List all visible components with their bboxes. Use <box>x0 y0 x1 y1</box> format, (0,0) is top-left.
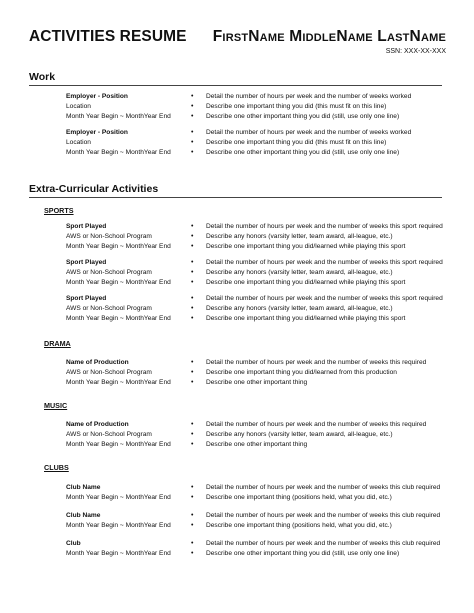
entry-details <box>66 511 191 531</box>
entry-bullets <box>191 222 446 252</box>
entry-bullets <box>191 483 446 503</box>
bullet-item: • Detail the number of hours per week and the number of weeks this club required <box>191 511 446 521</box>
section-rule <box>29 85 442 86</box>
entry-dates: Month Year Begin ~ MonthYear End <box>66 494 171 501</box>
entry-dates: Month Year Begin ~ MonthYear End <box>66 522 171 529</box>
entry-program: AWS or Non-School Program <box>66 431 152 438</box>
ssn-line: SSN: XXX-XX-XXX <box>385 48 446 55</box>
entry-bullets <box>191 128 446 158</box>
entry-title: Name of Production <box>66 421 129 428</box>
entry-details <box>66 294 191 324</box>
bullet-item: • Describe any honors (varsity letter, team award, all-league, etc.) <box>191 232 446 242</box>
bullet-item: • Describe one important thing you did/learned while playing this sport <box>191 278 446 288</box>
entry-details <box>66 483 191 503</box>
entry-program: AWS or Non-School Program <box>66 369 152 376</box>
entry-details <box>66 222 191 252</box>
entry-dates: Month Year Begin ~ MonthYear End <box>66 243 171 250</box>
entry-title: Employer - Position <box>66 129 128 136</box>
bullet-item: • Detail the number of hours per week and the number of weeks worked <box>191 128 446 138</box>
bullet-item: • Describe one important thing (positions held, what you did, etc.) <box>191 521 446 531</box>
entry-details <box>66 539 191 559</box>
entry-bullets <box>191 358 446 388</box>
subhead-drama: DRAMA <box>44 339 71 348</box>
bullet-item: • Describe one other important thing you did (still, use only one line) <box>191 549 446 559</box>
bullet-item: • Describe any honors (varsity letter, team award, all-league, etc.) <box>191 304 446 314</box>
bullet-item: • Describe one important thing you did (this must fit on this line) <box>191 102 446 112</box>
name-block <box>213 28 446 55</box>
entry-location: Location <box>66 139 91 146</box>
subhead-music: MUSIC <box>44 401 68 410</box>
entry-bullets <box>191 92 446 122</box>
bullet-item: • Detail the number of hours per week and the number of weeks this required <box>191 420 446 430</box>
bullet-item: • Detail the number of hours per week and the number of weeks this sport required <box>191 258 446 268</box>
bullet-item: • Describe one other important thing <box>191 378 446 388</box>
bullet-item: • Describe any honors (varsity letter, team award, all-league, etc.) <box>191 268 446 278</box>
entry-title: Club <box>66 540 81 547</box>
full-name: FirstName MiddleName LastName <box>212 28 446 45</box>
entry-location: Location <box>66 103 91 110</box>
entry-details <box>66 258 191 288</box>
section-rule <box>29 197 442 198</box>
bullet-item: • Detail the number of hours per week and the number of weeks this required <box>191 358 446 368</box>
entry-details <box>66 358 191 388</box>
bullet-item: • Describe one other important thing <box>191 440 446 450</box>
entry-title: Club Name <box>66 512 101 519</box>
entry-title: Sport Played <box>66 223 107 230</box>
entry-title: Sport Played <box>66 259 107 266</box>
entry-program: AWS or Non-School Program <box>66 269 152 276</box>
bullet-item: • Describe one other important thing you did (still, use only one line) <box>191 148 446 158</box>
section-title-work: Work <box>29 71 56 83</box>
bullet-item: • Detail the number of hours per week and the number of weeks this club required <box>191 539 446 549</box>
document-title: ACTIVITIES RESUME <box>29 28 187 45</box>
entry-bullets <box>191 294 446 324</box>
entry-dates: Month Year Begin ~ MonthYear End <box>66 279 171 286</box>
bullet-item: • Describe one important thing you did/learned while playing this sport <box>191 314 446 324</box>
entry-bullets <box>191 258 446 288</box>
entry-bullets <box>191 539 446 559</box>
bullet-item: • Detail the number of hours per week and the number of weeks this sport required <box>191 294 446 304</box>
entry-details <box>66 420 191 450</box>
entry-dates: Month Year Begin ~ MonthYear End <box>66 149 171 156</box>
bullet-item: • Describe one important thing you did (this must fit on this line) <box>191 138 446 148</box>
entry-bullets <box>191 511 446 531</box>
subhead-sports: SPORTS <box>44 206 74 215</box>
entry-details <box>66 128 191 158</box>
bullet-item: • Detail the number of hours per week and the number of weeks this sport required <box>191 222 446 232</box>
bullet-item: • Detail the number of hours per week and the number of weeks worked <box>191 92 446 102</box>
bullet-item: • Describe one important thing you did/learned while playing this sport <box>191 242 446 252</box>
entry-details <box>66 92 191 122</box>
entry-program: AWS or Non-School Program <box>66 305 152 312</box>
entry-dates: Month Year Begin ~ MonthYear End <box>66 315 171 322</box>
subhead-clubs: CLUBS <box>44 463 69 472</box>
entry-title: Club Name <box>66 484 101 491</box>
entry-title: Sport Played <box>66 295 107 302</box>
bullet-item: • Describe any honors (varsity letter, team award, all-league, etc.) <box>191 430 446 440</box>
entry-title: Name of Production <box>66 359 129 366</box>
entry-title: Employer - Position <box>66 93 128 100</box>
section-title-extracurricular: Extra-Curricular Activities <box>29 183 159 195</box>
bullet-item: • Describe one other important thing you did (still, use only one line) <box>191 112 446 122</box>
bullet-item: • Describe one important thing you did/learned from this production <box>191 368 446 378</box>
entry-dates: Month Year Begin ~ MonthYear End <box>66 550 171 557</box>
entry-dates: Month Year Begin ~ MonthYear End <box>66 113 171 120</box>
bullet-item: • Describe one important thing (positions held, what you did, etc.) <box>191 493 446 503</box>
entry-dates: Month Year Begin ~ MonthYear End <box>66 441 171 448</box>
entry-dates: Month Year Begin ~ MonthYear End <box>66 379 171 386</box>
bullet-item: • Detail the number of hours per week and the number of weeks this club required <box>191 483 446 493</box>
entry-program: AWS or Non-School Program <box>66 233 152 240</box>
entry-bullets <box>191 420 446 450</box>
